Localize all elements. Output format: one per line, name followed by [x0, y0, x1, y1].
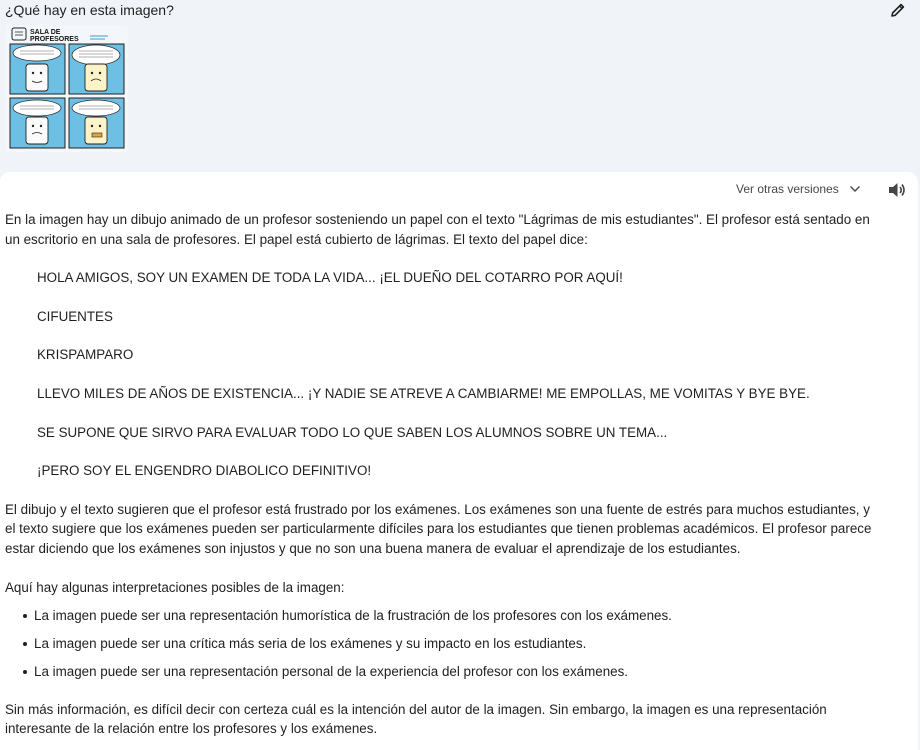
quote-line: SE SUPONE QUE SIRVO PARA EVALUAR TODO LO QUE SABEN LOS ALUMNOS SOBRE UN TEMA...: [37, 424, 668, 440]
comic-title-line2: PROFESORES: [30, 36, 79, 43]
user-query-area: [0, 0, 920, 172]
uploaded-image-thumbnail[interactable]: [6, 25, 128, 152]
response-intro: En la imagen hay un dibujo animado de un profesor sosteniendo un papel con el texto "Lágrimas de mis estudiantes". El profesor está sentado en un escritorio en una sala de profesores. El papel está cubierto de lágrimas. El texto del papel dice:: [5, 212, 870, 247]
pencil-icon: [890, 2, 906, 18]
other-versions-button[interactable]: [736, 182, 861, 196]
quoted-text-block: [5, 268, 880, 481]
speaker-icon: [887, 181, 907, 199]
user-query-text: ¿Qué hay en esta imagen?: [5, 2, 174, 18]
chevron-down-icon: [849, 185, 861, 193]
response-body: [5, 210, 880, 739]
response-conclusion: Sin más información, es difícil decir con certeza cuál es la intención del autor de la imagen. Sin embargo, la imagen es una representación interesante de la relación entre los profesores y los exámenes.: [5, 701, 827, 737]
interpretations-lead: Aquí hay algunas interpretaciones posibles de la imagen:: [5, 579, 345, 595]
quote-line: LLEVO MILES DE AÑOS DE EXISTENCIA... ¡Y NADIE SE ATREVE A CAMBIARME! ME EMPOLLAS, ME VOMITAS Y BYE BYE.: [37, 385, 810, 401]
response-panel: [0, 172, 918, 750]
quote-line: ¡PERO SOY EL ENGENDRO DIABOLICO DEFINITIVO!: [37, 463, 372, 479]
quote-line: HOLA AMIGOS, SOY UN EXAMEN DE TODA LA VIDA... ¡EL DUEÑO DEL COTARRO POR AQUÍ!: [37, 270, 623, 286]
list-item: La imagen puede ser una crítica más seria de los exámenes y su impacto en los estudiantes.: [34, 634, 880, 654]
quote-line: CIFUENTES: [37, 308, 113, 324]
list-item: La imagen puede ser una representación humorística de la frustración de los profesores con los exámenes.: [34, 606, 880, 626]
list-item: La imagen puede ser una representación personal de la experiencia del profesor con los exámenes.: [34, 662, 880, 682]
interpretations-list: [5, 606, 880, 682]
response-analysis: El dibujo y el texto sugieren que el profesor está frustrado por los exámenes. Los exámenes son una fuente de estrés para muchos estudiantes, y el texto sugiere que los exámenes pueden ser particularmente difíciles para los estudiantes que tienen problemas académicos. El profesor parece estar diciendo que los exámenes son injustos y que no son una buena manera de evaluar el aprendizaje de los estudiantes.: [5, 501, 872, 556]
edit-query-button[interactable]: [888, 1, 908, 19]
comic-title-line1: SALA DE: [30, 29, 61, 36]
comic-image: [6, 25, 128, 152]
other-versions-label: Ver otras versiones: [736, 182, 839, 196]
quote-line: KRISPAMPARO: [37, 347, 134, 363]
read-aloud-button[interactable]: [887, 181, 907, 199]
